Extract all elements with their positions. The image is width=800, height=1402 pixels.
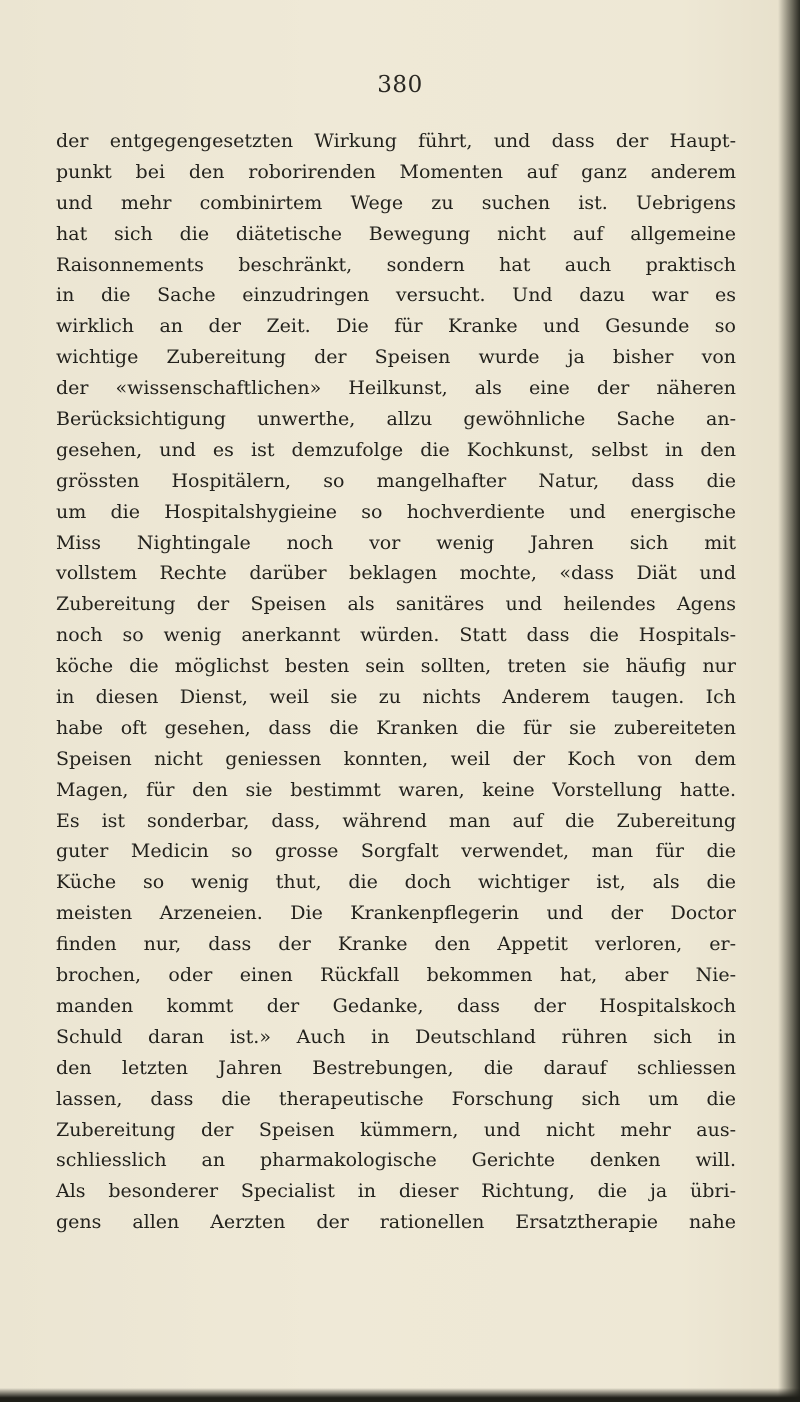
text-line: in die Sache einzudringen versucht. Und dazu war es bbox=[56, 284, 736, 307]
text-line: Speisen nicht geniessen konnten, weil der Koch von dem bbox=[56, 747, 736, 770]
text-line: hat sich die diätetische Bewegung nicht auf allgemeine bbox=[56, 222, 736, 245]
text-line: schliesslich an pharmakologische Gerichte denken will. bbox=[56, 1149, 736, 1172]
text-line: Es ist sonderbar, dass, während man auf die Zubereitung bbox=[56, 809, 736, 832]
text-line: gesehen, und es ist demzufolge die Kochkunst, selbst in den bbox=[56, 438, 736, 461]
text-line: Raisonnements beschränkt, sondern hat auch praktisch bbox=[56, 253, 736, 276]
page-edge-shadow bbox=[778, 0, 800, 1402]
text-line: Als besonderer Specialist in dieser Richtung, die ja übri- bbox=[56, 1180, 736, 1203]
text-line: punkt bei den roborirenden Momenten auf ganz anderem bbox=[56, 160, 736, 183]
text-line: um die Hospitalshygieine so hochverdiente und energische bbox=[56, 500, 736, 523]
text-line: den letzten Jahren Bestrebungen, die darauf schliessen bbox=[56, 1056, 736, 1079]
text-line: wichtige Zubereitung der Speisen wurde ja bisher von bbox=[56, 346, 736, 369]
page-number: 380 bbox=[377, 72, 423, 98]
text-line: lassen, dass die therapeutische Forschung sich um die bbox=[56, 1087, 736, 1110]
text-line: der entgegengesetzten Wirkung führt, und dass der Haupt- bbox=[56, 130, 736, 152]
text-line: vollstem Rechte darüber beklagen mochte, «dass Diät und bbox=[56, 562, 736, 585]
text-line: habe oft gesehen, dass die Kranken die für sie zubereiteten bbox=[56, 716, 736, 739]
text-line: brochen, oder einen Rückfall bekommen hat, aber Nie- bbox=[56, 964, 736, 987]
text-line: meisten Arzeneien. Die Krankenpflegerin und der Doctor bbox=[56, 902, 736, 925]
text-line: der «wissenschaftlichen» Heilkunst, als eine der näheren bbox=[56, 377, 736, 400]
text-line: in diesen Dienst, weil sie zu nichts Anderem taugen. Ich bbox=[56, 686, 736, 709]
text-line: Schuld daran ist.» Auch in Deutschland rühren sich in bbox=[56, 1025, 736, 1048]
text-line: noch so wenig anerkannt würden. Statt dass die Hospitals- bbox=[56, 624, 736, 647]
text-line: wirklich an der Zeit. Die für Kranke und Gesunde so bbox=[56, 315, 736, 338]
page-bottom-edge bbox=[0, 1388, 800, 1402]
text-line: guter Medicin so grosse Sorgfalt verwendet, man für die bbox=[56, 840, 736, 863]
text-line: köche die möglichst besten sein sollten, treten sie häufig nur bbox=[56, 655, 736, 678]
text-line: Magen, für den sie bestimmt waren, keine Vorstellung hatte. bbox=[56, 778, 736, 801]
text-line: gens allen Aerzten der rationellen Ersatztherapie nahe bbox=[56, 1211, 736, 1234]
body-text bbox=[56, 126, 736, 1238]
text-line: Miss Nightingale noch vor wenig Jahren sich mit bbox=[56, 531, 736, 554]
text-line: Zubereitung der Speisen als sanitäres und heilendes Agens bbox=[56, 593, 736, 616]
text-line: grössten Hospitälern, so mangelhafter Natur, dass die bbox=[56, 469, 736, 492]
text-line: Berücksichtigung unwerthe, allzu gewöhnliche Sache an- bbox=[56, 408, 736, 431]
text-line: Küche so wenig thut, die doch wichtiger ist, als die bbox=[56, 871, 736, 894]
text-line: finden nur, dass der Kranke den Appetit verloren, er- bbox=[56, 933, 736, 956]
text-line: Zubereitung der Speisen kümmern, und nicht mehr aus- bbox=[56, 1118, 736, 1141]
text-line: und mehr combinirtem Wege zu suchen ist. Uebrigens bbox=[56, 191, 736, 214]
text-line: manden kommt der Gedanke, dass der Hospitalskoch bbox=[56, 994, 736, 1017]
